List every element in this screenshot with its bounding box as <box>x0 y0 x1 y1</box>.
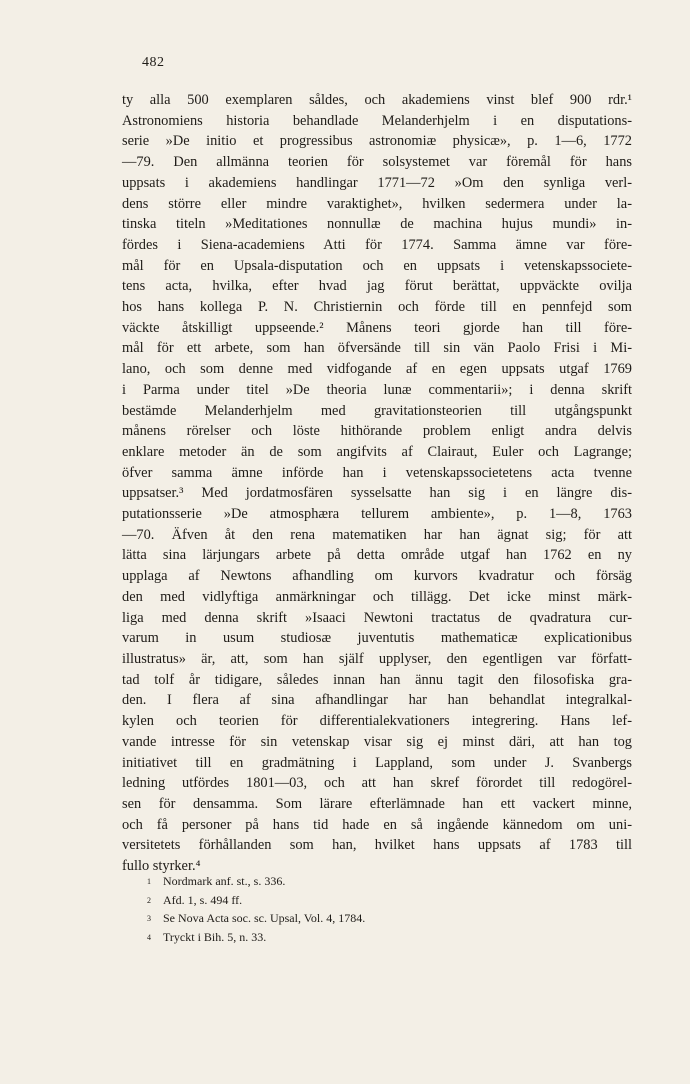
footnote-text: Afd. 1, s. 494 ff. <box>163 892 243 907</box>
text-line: varum in usum studiosæ juventutis mathematicæ explicationibus <box>122 630 632 647</box>
text-line: tinska titeln »Meditationes nonnullæ de machina hujus mundi» in- <box>122 216 632 233</box>
text-line: kylen och teorien för differentialekvationers integrering. Hans lef- <box>122 713 632 730</box>
footnote <box>147 909 365 928</box>
text-line: sen för densamma. Som lärare efterlämnade han ett vackert minne, <box>122 795 632 812</box>
text-line: den. I flera af sina afhandlingar har han behandlat integralkal- <box>122 692 632 709</box>
footnote-marker: 1 <box>147 877 151 886</box>
footnote <box>147 872 365 891</box>
footnotes <box>147 872 365 946</box>
text-line: putationsserie »De atmosphæra tellurem ambiente», p. 1—8, 1763 <box>122 506 632 523</box>
text-line: månens rörelser och löste hithörande problem enligt andra delvis <box>122 423 632 440</box>
body-text <box>122 90 632 877</box>
footnote-marker: 3 <box>147 914 151 924</box>
text-line: öfver samma ämne införde han i vetenskapssocietetens acta tvenne <box>122 464 632 481</box>
footnote-text: Nordmark anf. st., s. 336. <box>163 874 286 888</box>
text-line: lano, och som denne med vidfogande af en egen uppsats utgaf 1769 <box>122 361 632 378</box>
text-line: väckte åtskilligt uppseende.² Månens teori gjorde han till före- <box>122 319 632 336</box>
footnote-marker: 2 <box>147 895 151 905</box>
text-line: bestämde Melanderhjelm med gravitationsteorien till utgångspunkt <box>122 402 632 419</box>
text-line: versitetets förhållanden som han, hvilket hans uppsats af 1783 till <box>122 837 632 854</box>
text-line: uppsatser.³ Med jordatmosfären sysselsatte han sig i en längre dis- <box>122 485 632 502</box>
text-line: hos hans kollega P. N. Christiernin och förde till en pennfejd som <box>122 299 632 316</box>
text-line: illustratus» är, att, som han själf upplyser, den egentligen var författ- <box>122 650 632 667</box>
text-line: dens större eller mindre varaktighet», hvilken sedermera under la- <box>122 195 632 212</box>
text-line: vande intresse för sin vetenskap visar sig ej minst däri, att han tog <box>122 733 632 750</box>
text-line: enklare metoder än de som angifvits af Clairaut, Euler och Lagrange; <box>122 443 632 460</box>
text-line: —70. Äfven åt den rena matematiken har han ägnat sig; för att <box>122 526 632 543</box>
text-line: initiativet till en gradmätning i Lappland, som under J. Svanbergs <box>122 754 632 771</box>
text-line: uppsats i akademiens handlingar 1771—72 »Om den synliga verl- <box>122 174 632 191</box>
text-line: i Parma under titel »De theoria lunæ commentarii»; i denna skrift <box>122 381 632 398</box>
text-line: fullo styrker.⁴ <box>122 858 201 875</box>
text-line: tad tolf år tidigare, således innan han ännu tagit den filosofiska gra- <box>122 671 632 688</box>
text-line: liga med denna skrift »Isaaci Newtoni tractatus de qvadratura cur- <box>122 609 632 626</box>
text-line: ty alla 500 exemplaren såldes, och akademiens vinst blef 900 rdr.¹ <box>122 92 632 108</box>
text-line: ledning utfördes 1801—03, och att han skref förordet till redogörel- <box>122 775 632 792</box>
text-line: Astronomiens historia behandlade Melanderhjelm i en disputations- <box>122 112 632 129</box>
text-line: lätta sina lärjungars arbete på detta område utgaf han 1762 en ny <box>122 547 632 564</box>
text-line: och få personer på hans tid hade en så ingående kännedom om uni- <box>122 816 632 833</box>
footnote-marker: 4 <box>147 932 151 942</box>
footnote-text: Tryckt i Bih. 5, n. 33. <box>163 929 267 944</box>
text-line: fördes i Siena-academiens Atti för 1774. Samma ämne var före- <box>122 236 632 253</box>
text-line: mål för en Upsala-disputation och en uppsats i vetenskapssociete- <box>122 257 632 274</box>
text-line: mål för ett arbete, som han öfversände till sin vän Paolo Frisi i Mi- <box>122 340 632 357</box>
text-line: upplaga af Newtons afhandling om kurvors kvadratur och försäg <box>122 568 632 585</box>
text-line: —79. Den allmänna teorien för solsystemet var föremål för hans <box>122 154 632 171</box>
text-line: den med vidlyftiga anmärkningar och tillägg. Det icke minst märk- <box>122 588 632 605</box>
text-line: serie »De initio et progressibus astronomiæ physicæ», p. 1—6, 1772 <box>122 133 632 150</box>
footnote <box>147 928 365 947</box>
footnote <box>147 891 365 910</box>
text-line: tens acta, hvilka, efter hvad jag förut berättat, uppväckte ovilja <box>122 278 632 295</box>
footnote-text: Se Nova Acta soc. sc. Upsal, Vol. 4, 1784. <box>163 911 366 926</box>
page-number: 482 <box>142 55 165 70</box>
